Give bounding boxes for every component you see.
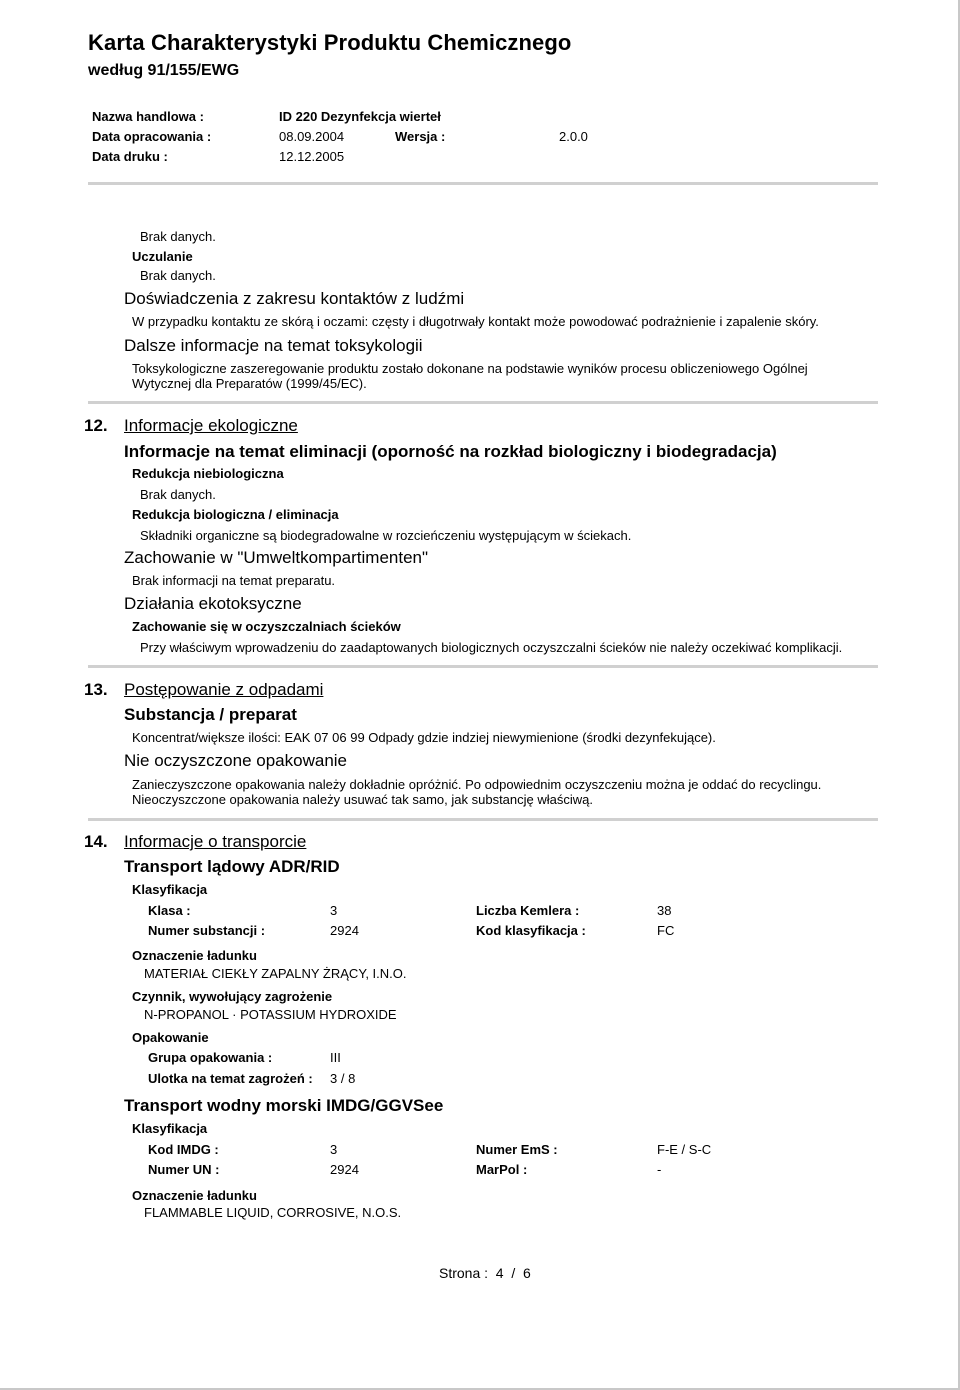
document-subtitle: według 91/155/EWG — [88, 62, 240, 79]
environment-heading: Zachowanie w "Umweltkompartimenten" — [124, 548, 429, 567]
class-value: 3 — [330, 903, 338, 918]
section-divider-13 — [88, 665, 878, 668]
adr-heading: Transport lądowy ADR/RID — [124, 857, 340, 876]
further-tox-heading: Dalsze informacje na temat toksykologii — [124, 336, 423, 355]
hazard-agent-label: Czynnik, wywołujący zagrożenie — [132, 989, 333, 1004]
section-14-number: 14. — [84, 832, 108, 851]
imdg-classification-label: Klasyfikacja — [132, 1121, 208, 1136]
section-12-title: Informacje ekologiczne — [124, 416, 298, 435]
section-13-number: 13. — [84, 680, 108, 699]
packing-group-label: Grupa opakowania : — [148, 1050, 273, 1065]
sensitization-text: Brak danych. — [140, 268, 216, 283]
environment-text: Brak informacji na temat preparatu. — [132, 573, 336, 588]
bio-label: Redukcja biologiczna / eliminacja — [132, 507, 339, 522]
cargo-value: MATERIAŁ CIEKŁY ZAPALNY ŻRĄCY, I.N.O. — [144, 966, 407, 981]
substance-text: Koncentrat/większe ilości: EAK 07 06 99 Odpady gdzie indziej niewymienione (środki dezynfekujące). — [132, 730, 716, 745]
nonbio-text: Brak danych. — [140, 487, 216, 502]
substance-heading: Substancja / preparat — [124, 705, 297, 724]
unclean-packaging-text-2: Nieoczyszczone opakowania należy usuwać tak samo, jak substancję właściwą. — [132, 792, 593, 807]
kemler-label: Liczba Kemlera : — [476, 903, 580, 918]
imdg-cargo-value: FLAMMABLE LIQUID, CORROSIVE, N.O.S. — [144, 1205, 402, 1220]
section-divider-12 — [88, 401, 878, 404]
imdg-cargo-label: Oznaczenie ładunku — [132, 1188, 257, 1203]
cargo-label: Oznaczenie ładunku — [132, 948, 257, 963]
hazard-agent-value: N-PROPANOL · POTASSIUM HYDROXIDE — [144, 1007, 397, 1022]
sewage-text: Przy właściwym wprowadzeniu do zaadaptowanych biologicznych oczyszczalni ścieków nie należy oczekiwać komplikacji. — [140, 640, 843, 655]
trade-name-label: Nazwa handlowa : — [92, 109, 204, 124]
further-tox-text-1: Toksykologiczne zaszeregowanie produktu zostało dokonane na podstawie wyników procesu obliczeniowego Ogólnej — [132, 361, 808, 376]
document-title: Karta Charakterystyki Produktu Chemicznego — [88, 30, 572, 55]
unclean-packaging-heading: Nie oczyszczone opakowanie — [124, 751, 348, 770]
marpol-value: - — [657, 1162, 662, 1177]
packing-group-value: III — [330, 1050, 341, 1065]
trade-name-value: ID 220 Dezynfekcja wierteł — [279, 109, 441, 124]
substance-number-label: Numer substancji : — [148, 923, 266, 938]
classification-code-label: Kod klasyfikacja : — [476, 923, 586, 938]
ems-value: F-E / S-C — [657, 1142, 712, 1157]
sewage-label: Zachowanie się w oczyszczalniach ścieków — [132, 619, 401, 634]
class-label: Klasa : — [148, 903, 191, 918]
nonbio-label: Redukcja niebiologiczna — [132, 466, 284, 481]
imdg-code-value: 3 — [330, 1142, 338, 1157]
version-value: 2.0.0 — [559, 129, 588, 144]
header-divider — [88, 182, 878, 185]
packaging-label: Opakowanie — [132, 1030, 209, 1045]
section-13-title: Postępowanie z odpadami — [124, 680, 324, 699]
un-number-value: 2924 — [330, 1162, 359, 1177]
human-experience-text: W przypadku kontaktu ze skórą i oczami: częsty i długotrwały kontakt może powodować podrażnienie i zapalenie skóry. — [132, 314, 819, 329]
further-tox-text-2: Wytycznej dla Preparatów (1999/45/EC). — [132, 376, 367, 391]
hazard-leaflet-value: 3 / 8 — [330, 1071, 356, 1086]
marpol-label: MarPol : — [476, 1162, 528, 1177]
print-date-value: 12.12.2005 — [279, 149, 345, 164]
un-number-label: Numer UN : — [148, 1162, 220, 1177]
bio-text: Składniki organiczne są biodegradowalne w rozcieńczeniu występującym w ściekach. — [140, 528, 632, 543]
print-date-label: Data druku : — [92, 149, 168, 164]
section-divider-14 — [88, 818, 878, 821]
sensitization-label: Uczulanie — [132, 249, 193, 264]
prep-date-value: 08.09.2004 — [279, 129, 345, 144]
substance-number-value: 2924 — [330, 923, 359, 938]
prep-date-label: Data opracowania : — [92, 129, 212, 144]
imdg-code-label: Kod IMDG : — [148, 1142, 219, 1157]
section-14-title: Informacje o transporcie — [124, 832, 307, 851]
imdg-heading: Transport wodny morski IMDG/GGVSee — [124, 1096, 444, 1115]
classification-code-value: FC — [657, 923, 675, 938]
version-label: Wersja : — [395, 129, 446, 144]
elimination-heading: Informacje na temat eliminacji (oporność na rozkład biologiczny i biodegradacja) — [124, 442, 777, 461]
no-data-text: Brak danych. — [140, 229, 216, 244]
human-experience-heading: Doświadczenia z zakresu kontaktów z ludźmi — [124, 289, 465, 308]
unclean-packaging-text-1: Zanieczyszczone opakowania należy dokładnie opróżnić. Po odpowiednim oczyszczeniu można je oddać do recyclingu. — [132, 777, 822, 792]
page-number: Strona : 4 / 6 — [439, 1265, 531, 1281]
section-12-number: 12. — [84, 416, 108, 435]
adr-classification-label: Klasyfikacja — [132, 882, 208, 897]
ecotox-heading: Działania ekotoksyczne — [124, 594, 302, 613]
kemler-value: 38 — [657, 903, 672, 918]
hazard-leaflet-label: Ulotka na temat zagrożeń : — [148, 1071, 313, 1086]
ems-label: Numer EmS : — [476, 1142, 558, 1157]
